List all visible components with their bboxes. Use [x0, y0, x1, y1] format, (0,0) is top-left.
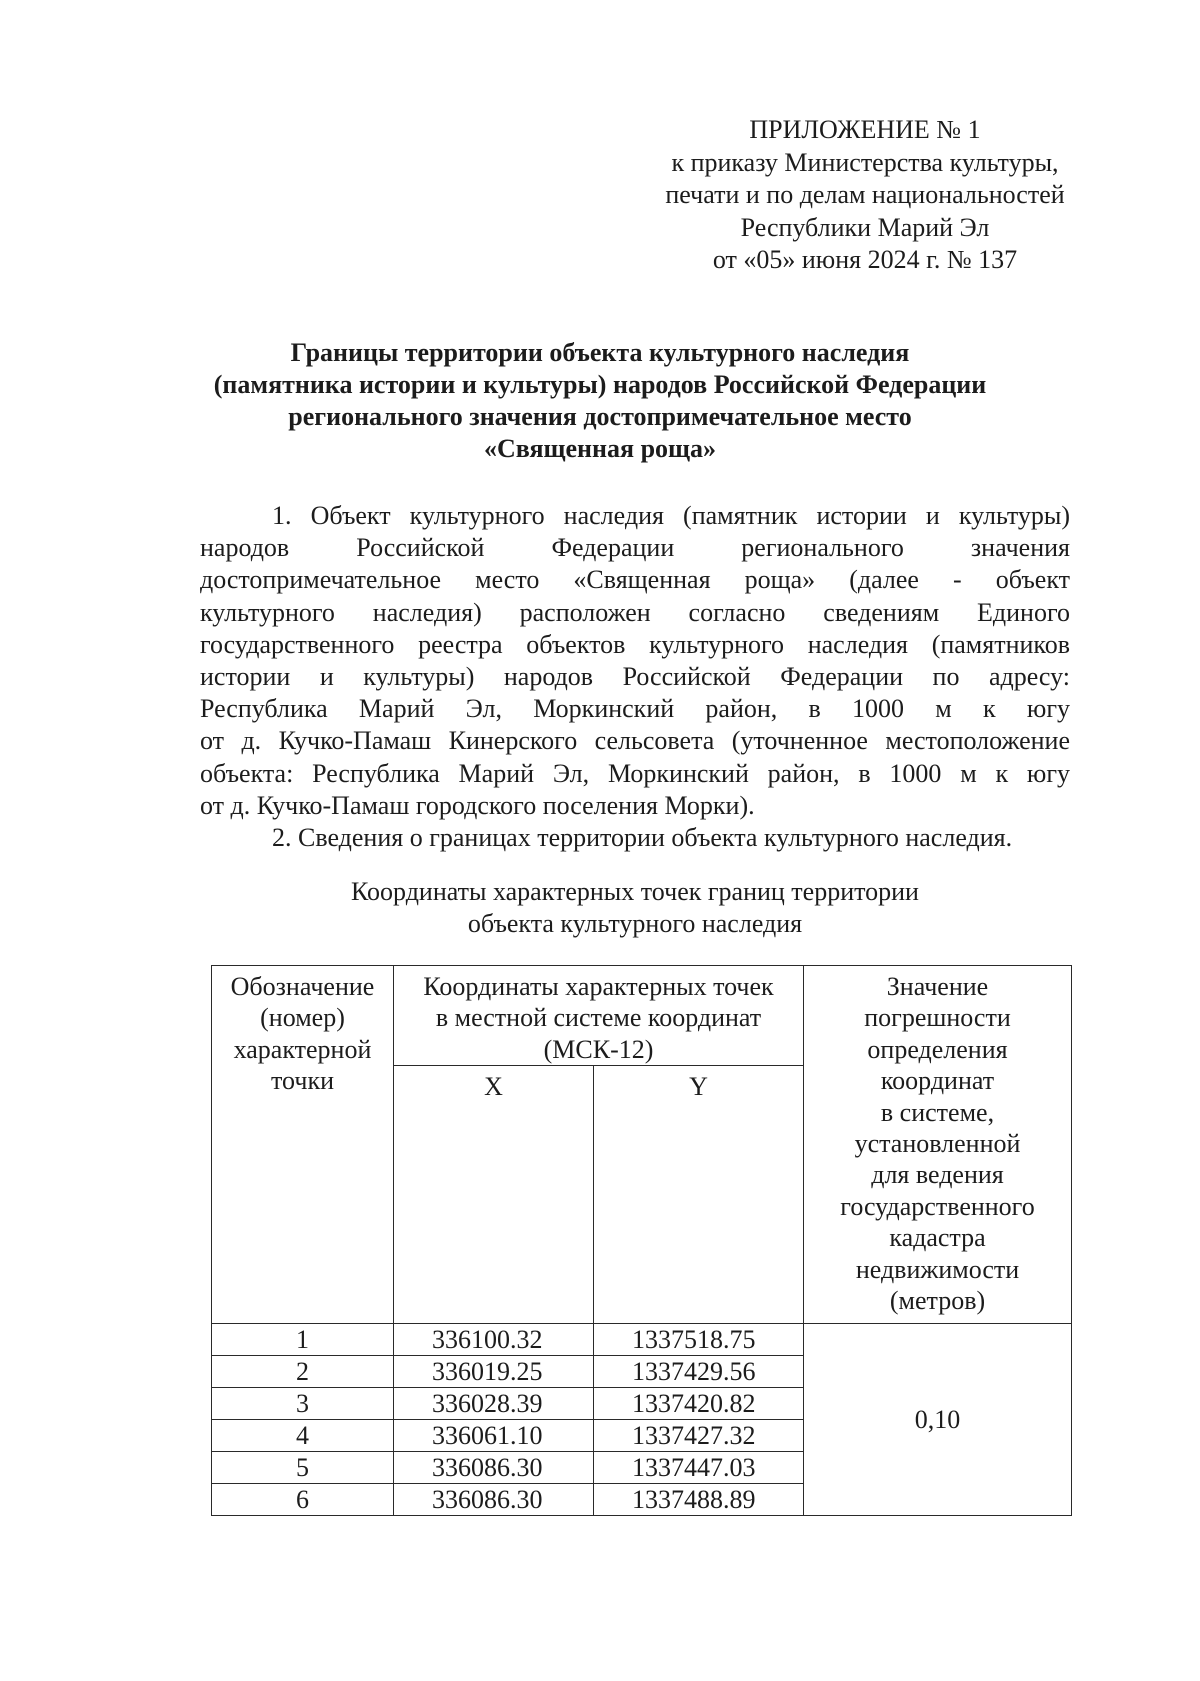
header-line: в системе, — [880, 1097, 995, 1127]
paragraph-1-line: от д. Кучко-Памаш Кинерского сельсовета (уточненное местоположение — [200, 726, 1070, 756]
y-value: 1337488.89 — [594, 1484, 804, 1516]
header-line: определения — [867, 1034, 1008, 1064]
header-line: установленной — [854, 1129, 1021, 1159]
header-line: в местной системе координат — [435, 1003, 762, 1033]
body-text — [200, 500, 1070, 854]
appendix-line: Республики Марий Эл — [740, 212, 990, 242]
header-line: координат — [880, 1066, 995, 1096]
coordinates-header — [394, 966, 804, 1066]
paragraph-1-line: Республика Марий Эл, Моркинский район, в 1000 м к югу — [200, 694, 1070, 724]
point-number: 1 — [212, 1324, 394, 1356]
table-caption-line: Координаты характерных точек границ территории — [351, 877, 919, 906]
table-caption — [200, 876, 1070, 940]
y-value: 1337518.75 — [594, 1324, 804, 1356]
paragraph-1-line: культурного наследия) расположен согласно сведениям Единого — [200, 597, 1070, 627]
point-number: 6 — [212, 1484, 394, 1516]
x-value: 336061.10 — [394, 1420, 594, 1452]
appendix-number: ПРИЛОЖЕНИЕ № 1 — [749, 115, 981, 144]
x-header: X — [394, 1066, 594, 1324]
point-number: 2 — [212, 1356, 394, 1388]
table-row — [212, 1324, 1072, 1356]
point-number: 5 — [212, 1452, 394, 1484]
point-number-header — [212, 966, 394, 1324]
header-line: точки — [271, 1066, 334, 1096]
y-value: 1337447.03 — [594, 1452, 804, 1484]
header-line: характерной — [233, 1034, 372, 1064]
header-line: государственного — [840, 1191, 1035, 1221]
paragraph-1-line: истории и культуры) народов Российской Федерации по адресу: — [200, 661, 1070, 691]
title-line: (памятника истории и культуры) народов Российской Федерации — [213, 370, 987, 399]
point-number: 4 — [212, 1420, 394, 1452]
header-line: недвижимости — [855, 1254, 1020, 1284]
y-value: 1337420.82 — [594, 1388, 804, 1420]
header-line: кадастра — [889, 1223, 986, 1253]
y-header: Y — [594, 1066, 804, 1324]
coordinates-table — [211, 965, 1072, 1516]
point-number: 3 — [212, 1388, 394, 1420]
x-value: 336086.30 — [394, 1452, 594, 1484]
x-value: 336100.32 — [394, 1324, 594, 1356]
title-line: «Священная роща» — [484, 434, 716, 463]
title-line: регионального значения достопримечательное место — [288, 402, 912, 431]
appendix-date: от «05» июня 2024 г. № 137 — [712, 245, 1018, 274]
header-line: погрешности — [864, 1003, 1011, 1033]
x-value: 336019.25 — [394, 1356, 594, 1388]
y-value: 1337429.56 — [594, 1356, 804, 1388]
paragraph-1-line: 1. Объект культурного наследия (памятник истории и культуры) — [272, 501, 1070, 530]
header-line: для ведения — [871, 1160, 1004, 1190]
paragraph-1-line: достопримечательное место «Священная роща» (далее - объект — [200, 565, 1070, 595]
appendix-line: к приказу Министерства культуры, — [671, 147, 1059, 177]
y-value: 1337427.32 — [594, 1420, 804, 1452]
header-line: Обозначение — [230, 972, 375, 1001]
paragraph-1-line: объекта: Республика Марий Эл, Моркинский район, в 1000 м к югу — [200, 758, 1070, 788]
header-line: Значение — [886, 972, 989, 1001]
error-value: 0,10 — [804, 1324, 1072, 1516]
header-line: (метров) — [889, 1286, 986, 1316]
table-caption-line: объекта культурного наследия — [467, 909, 803, 938]
paragraph-1-line: народов Российской Федерации регионального значения — [200, 533, 1070, 563]
header-line: (МСК-12) — [543, 1034, 654, 1064]
x-value: 336028.39 — [394, 1388, 594, 1420]
error-header — [804, 966, 1072, 1324]
document-title — [150, 337, 1050, 465]
header-line: Координаты характерных точек — [423, 972, 774, 1001]
appendix-header — [620, 114, 1110, 277]
paragraph-2: 2. Сведения о границах территории объекта культурного наследия. — [272, 822, 1013, 852]
header-line: (номер) — [260, 1003, 345, 1033]
paragraph-1-line: государственного реестра объектов культурного наследия (памятников — [200, 629, 1070, 659]
title-line: Границы территории объекта культурного наследия — [290, 338, 910, 367]
appendix-line: печати и по делам национальностей — [665, 180, 1065, 209]
paragraph-1-line: от д. Кучко-Памаш городского поселения Морки). — [200, 790, 755, 820]
x-value: 336086.30 — [394, 1484, 594, 1516]
